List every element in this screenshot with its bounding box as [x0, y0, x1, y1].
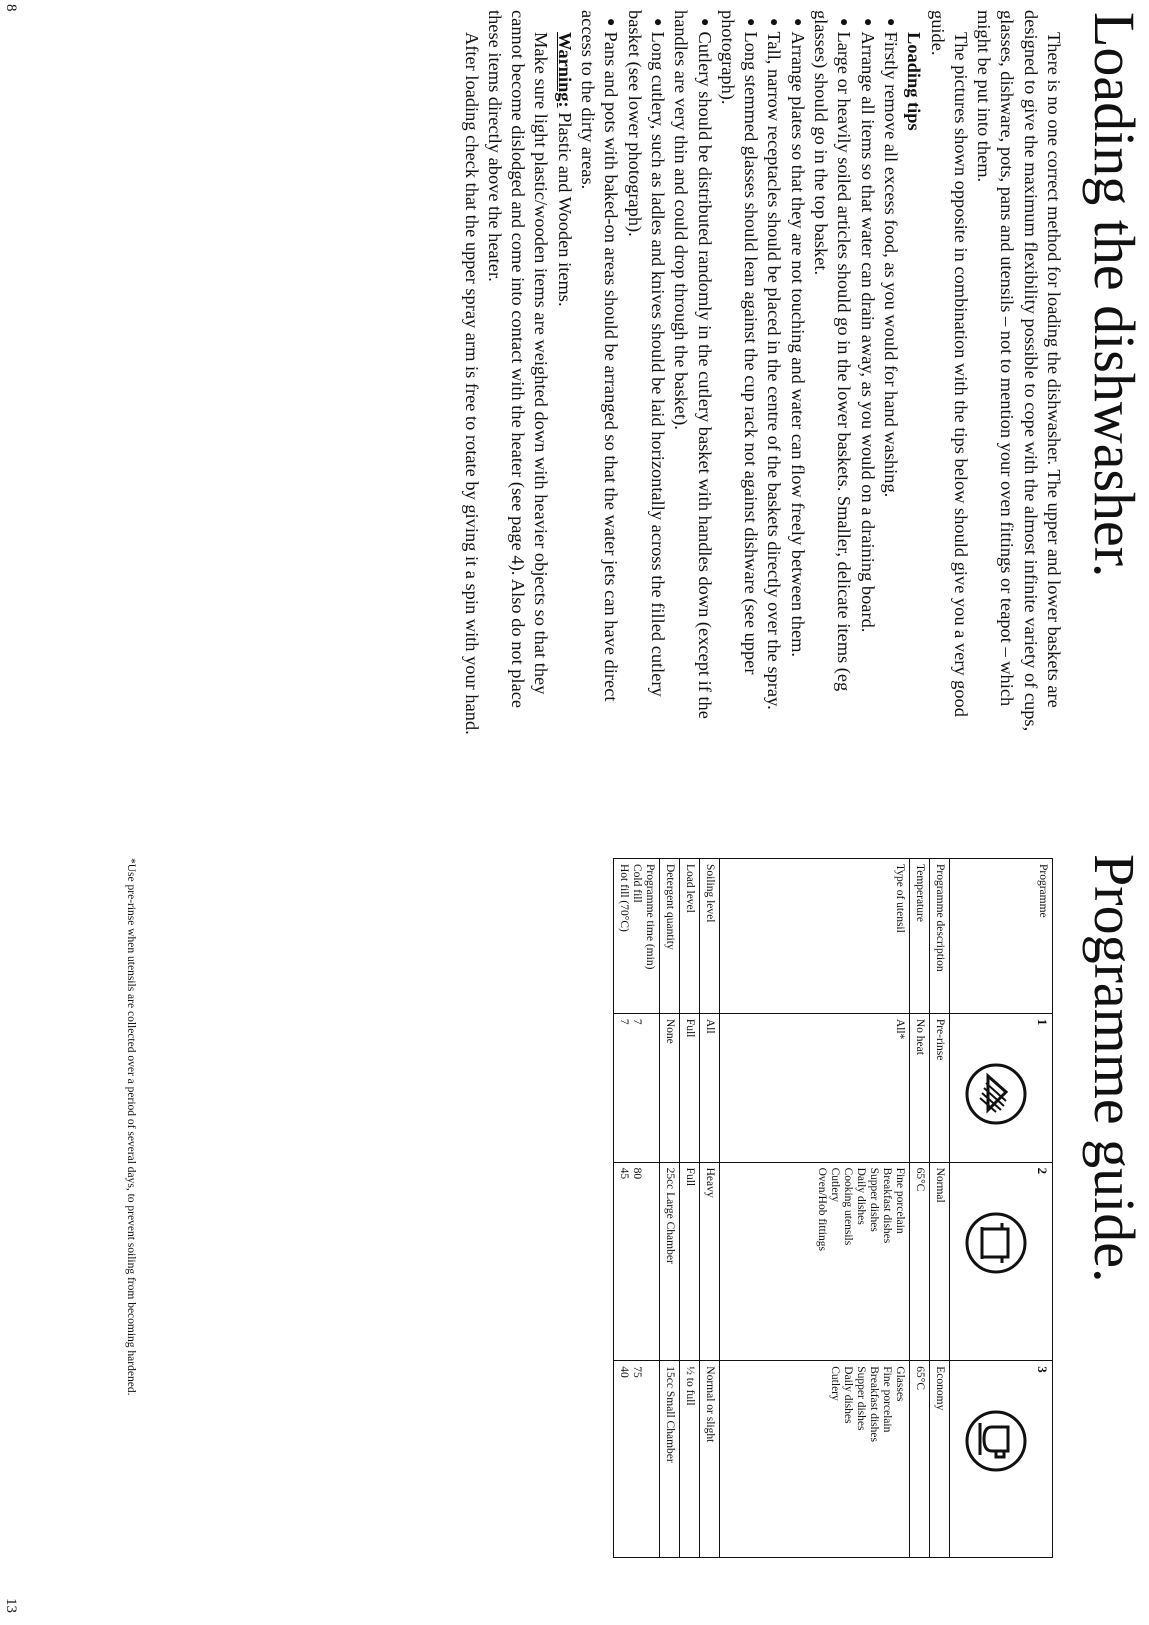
- hot-fill-time: 7: [618, 1018, 630, 1025]
- pre-rinse-icon: [964, 1062, 1028, 1126]
- row-label-time: [614, 859, 660, 1014]
- programme-1-cell: [950, 1013, 1053, 1162]
- bullet-icon: ●: [789, 18, 805, 27]
- warning-body: Make sure light plastic/wooden items are weighted down with heavier objects so that they cannot become dislodged and come into contact with the heater (see page 4). Also do not place these items directly above the heater.: [484, 10, 552, 709]
- tip-text: Cutlery should be distributed randomly in the cutlery basket with handles down (except if the handles are very thin and could drop through the basket).: [671, 10, 715, 719]
- programme-2-cell: [950, 1162, 1053, 1361]
- table-cell: Heavy: [700, 1162, 720, 1361]
- bullet-icon: ●: [649, 18, 665, 27]
- utensil-item: Cutlery: [829, 1366, 841, 1401]
- utensil-item: Glasses: [894, 1366, 906, 1402]
- programme-number: 1: [1035, 1018, 1050, 1026]
- row-label: Cold fill: [631, 864, 643, 903]
- table-row: [700, 859, 720, 1558]
- tip-text: Long stemmed glasses should lean against the cup rack not against dishware (see upper photograph).: [717, 10, 762, 675]
- footnote: *Use pre-rinse when utensils are collected over a period of several days, to prevent soiling from becoming hardened.: [125, 858, 137, 1396]
- utensil-item: Fine porcelain: [881, 1366, 893, 1433]
- right-page: [0, 852, 1149, 1612]
- table-row: [614, 859, 660, 1558]
- tip-text: Tall, narrow receptacles should be placed in the centre of the baskets directly over the spray.: [764, 31, 785, 710]
- utensil-item: Breakfast dishes: [881, 1167, 893, 1244]
- tip-item: [622, 10, 669, 740]
- utensil-item: Cooking utensils: [842, 1167, 854, 1246]
- cold-fill-time: 7: [631, 1018, 643, 1025]
- intro-paragraph-2: The pictures shown opposite in combination with the tips below should give you a very good guide.: [927, 10, 971, 717]
- programme-number: 2: [1035, 1167, 1050, 1175]
- utensil-cell-3: [720, 1361, 910, 1558]
- bullet-icon: ●: [766, 18, 782, 27]
- programme-3-cell: [950, 1361, 1053, 1558]
- programme-number: 3: [1035, 1366, 1050, 1373]
- utensil-item: Oven/Hob fittings: [816, 1167, 828, 1251]
- tip-text: Arrange plates so that they are not touching and water can flow freely between them.: [787, 31, 808, 658]
- page-number-left: 8: [3, 4, 19, 12]
- table-cell: Economy: [930, 1361, 950, 1558]
- utensil-item: Daily dishes: [855, 1167, 867, 1225]
- tip-item: [879, 10, 902, 740]
- cold-fill-time: 80: [631, 1167, 643, 1180]
- tip-text: Long cutlery, such as ladles and knives should be laid horizontally across the filled cutlery basket (see lower photograph).: [624, 10, 668, 697]
- tip-item: [762, 10, 785, 740]
- left-page: [0, 8, 1149, 778]
- row-label: Programme time (min): [644, 864, 656, 970]
- row-label: Hot fill (70°C): [618, 864, 630, 932]
- table-cell: Pre-rinse: [930, 1013, 950, 1162]
- tip-text: Firstly remove all excess food, as you would for hand washing.: [880, 31, 901, 498]
- table-cell: No heat: [910, 1013, 930, 1162]
- time-cell-3: [614, 1361, 660, 1558]
- utensil-item: Supper dishes: [855, 1366, 867, 1431]
- bullet-icon: ●: [696, 18, 712, 27]
- table-row: [950, 859, 1053, 1558]
- normal-pot-icon: [964, 1211, 1028, 1275]
- tip-item: [716, 10, 763, 740]
- row-label: Detergent quantity: [660, 859, 680, 1014]
- table-cell: 65°C: [910, 1162, 930, 1361]
- cold-fill-time: 75: [631, 1366, 643, 1378]
- table-row: [930, 859, 950, 1558]
- utensil-item: Fine porcelain: [894, 1167, 906, 1234]
- row-label-programme: Programme: [950, 859, 1053, 1014]
- row-label: Load level: [680, 859, 700, 1014]
- warning-label: Warning:: [554, 32, 575, 108]
- tip-item: [809, 10, 856, 740]
- programme-table: [613, 858, 1053, 1558]
- table-cell: Normal or slight: [700, 1361, 720, 1558]
- page-title-programme: Programme guide.: [1082, 854, 1147, 1283]
- warning-text: Plastic and Wooden items.: [554, 107, 575, 307]
- table-cell: 15cc Small Chamber: [660, 1361, 680, 1558]
- table-row: [680, 859, 700, 1558]
- tip-text: Large or heavily soiled articles should go in the lower baskets. Smaller, delicate items (eg glasses) should go in the top basket.: [811, 10, 855, 692]
- bullet-icon: ●: [836, 18, 852, 27]
- time-cell-2: [614, 1162, 660, 1361]
- tip-item: [785, 10, 808, 740]
- utensil-item: Daily dishes: [842, 1366, 854, 1424]
- tip-text: Pans and pots with baked-on areas should be arranged so that the water jets can have direct access to the dirty areas.: [578, 10, 622, 702]
- table-cell: Normal: [930, 1162, 950, 1361]
- economy-cup-icon: [964, 1409, 1028, 1473]
- utensil-item: All*: [894, 1018, 906, 1040]
- row-label: Temperature: [910, 859, 930, 1014]
- time-cell-1: [614, 1013, 660, 1162]
- table-cell: 25cc Large Chamber: [660, 1162, 680, 1361]
- table-cell: None: [660, 1013, 680, 1162]
- bullet-icon: ●: [603, 18, 619, 27]
- tip-text: Arrange all items so that water can drain away, as you would on a draining board.: [857, 31, 878, 633]
- tips-heading: Loading tips: [904, 32, 925, 131]
- table-row: [910, 859, 930, 1558]
- table-row: [720, 859, 910, 1558]
- table-cell: ½ to full: [680, 1361, 700, 1558]
- table-cell: Full: [680, 1162, 700, 1361]
- utensil-cell-2: [720, 1162, 910, 1361]
- closing-paragraph: After loading check that the upper spray arm is free to rotate by giving it a spin with your hand.: [461, 32, 482, 735]
- hot-fill-time: 45: [618, 1167, 630, 1180]
- tip-item: [576, 10, 623, 740]
- tip-item: [855, 10, 878, 740]
- row-label: Programme description: [930, 859, 950, 1014]
- table-row: [660, 859, 680, 1558]
- loading-text: [459, 10, 1065, 740]
- utensil-item: Breakfast dishes: [868, 1366, 880, 1442]
- page-title-loading: Loading the dishwasher.: [1082, 12, 1147, 578]
- utensil-item: Supper dishes: [868, 1167, 880, 1232]
- table-cell: 65°C: [910, 1361, 930, 1558]
- hot-fill-time: 40: [618, 1366, 630, 1378]
- bullet-icon: ●: [859, 18, 875, 27]
- utensil-item: Cutlery: [829, 1167, 841, 1203]
- intro-paragraph: There is no one correct method for loading the dishwasher. The upper and lower baskets are designed to give the maximum flexibility possible to cope with the almost infinite variety of cups, glasses, dishware, pots, pans and utensils – not to mention your oven fittings or teapot – which might be put into them.: [974, 10, 1064, 732]
- warning-line: [552, 10, 575, 740]
- bullet-icon: ●: [882, 18, 898, 27]
- row-label: Soiling level: [700, 859, 720, 1014]
- tip-item: [669, 10, 716, 740]
- bullet-icon: ●: [743, 18, 759, 27]
- utensil-cell-1: [720, 1013, 910, 1162]
- row-label: Type of utensil: [720, 859, 910, 1014]
- page-number-right: 13: [3, 1598, 19, 1613]
- table-cell: All: [700, 1013, 720, 1162]
- table-cell: Full: [680, 1013, 700, 1162]
